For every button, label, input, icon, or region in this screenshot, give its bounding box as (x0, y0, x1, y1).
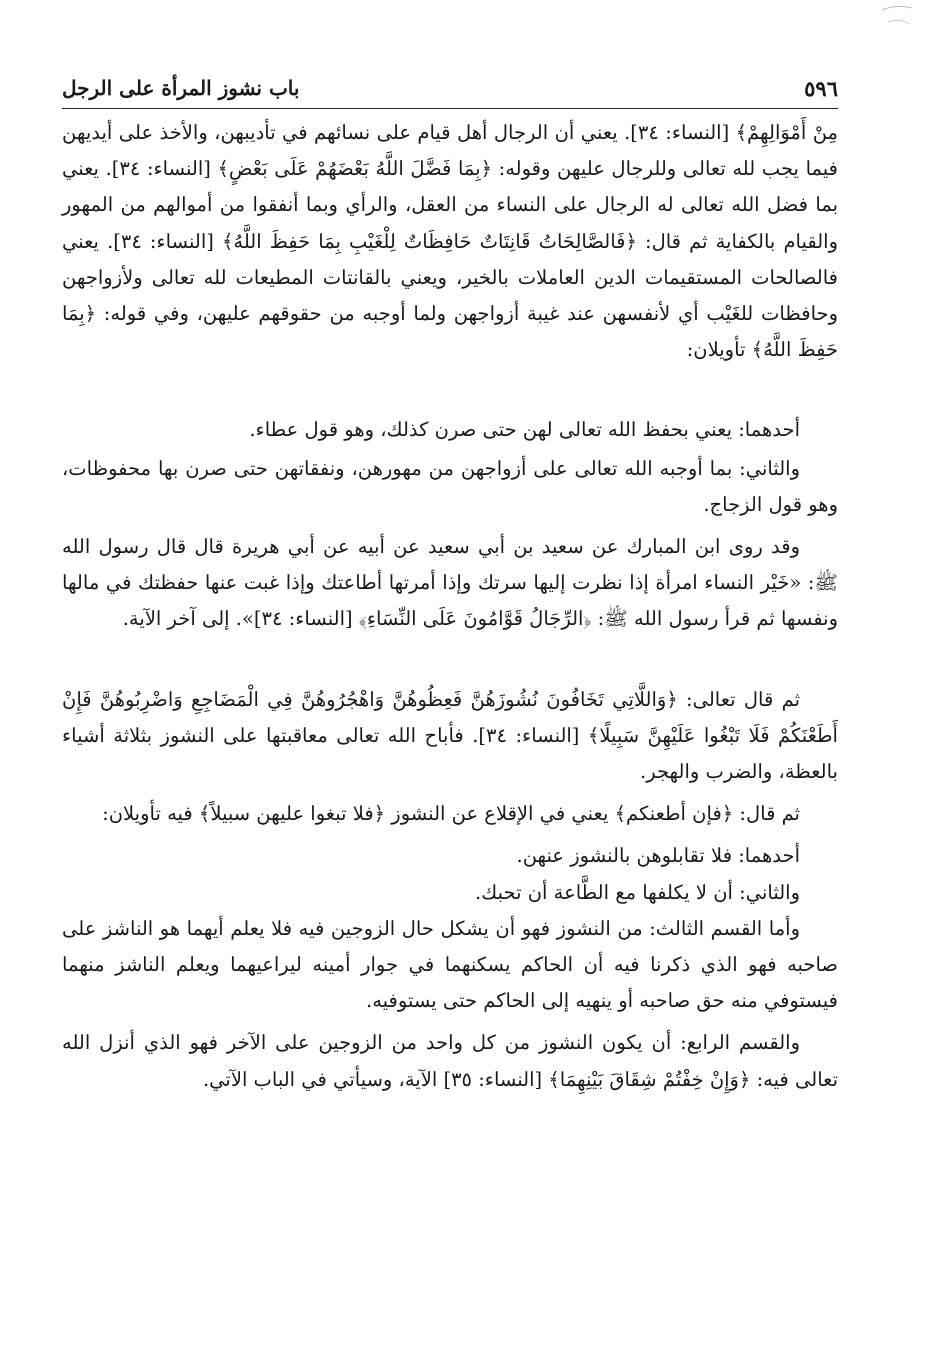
page-number: ٥٩٦ (804, 76, 838, 101)
book-page (62, 70, 838, 1098)
corner-scratch-mark (878, 0, 918, 40)
paragraph-second-interpretation: والثاني: بما أوجبه الله تعالى على أزواجهن من مهورهن، ونفقاتهن حتى صرن بها محفوظات، وهو قول الزجاج. (62, 456, 838, 516)
paragraph-first-interpretation: أحدهما: يعني بحفظ الله تعالى لهن حتى صرن كذلك، وهو قول عطاء. (249, 418, 800, 442)
paragraph-fourth-section: والقسم الرابع: أن يكون النشوز من كل واحد من الزوجين على الآخر فهو الذي أنزل الله تعالى فيه: ﴿وَإِنْ خِفْتُمْ شِقَاقَ بَيْنِهِمَا﴾ [النساء: ٣٥] الآية، وسيأتي في الباب الآتي. (62, 1031, 838, 1091)
paragraph-third-section: وأما القسم الثالث: من النشوز فهو أن يشكل حال الزوجين فيه فلا يعلم أيهما هو الناشز على صاحبه فهو الذي ذكرنا فيه أن الحاكم يسكنهما في جوار أمينه ليراعيهما ويعلم الناشز منهما فيستوفي منه حق صاحبه أو ينهيه إلى الحاكم حتى يستوفيه. (62, 916, 838, 1013)
paragraph-second-meaning: والثاني: أن لا يكلفها مع الطَّاعة أن تحبك. (474, 880, 800, 904)
paragraph-first-meaning: أحدهما: فلا تقابلوهن بالنشوز عنهن. (516, 844, 800, 868)
chapter-title: باب نشوز المرأة على الرجل (62, 76, 300, 100)
paragraph-tafsir-intro: مِنْ أَمْوَالِهِمْ﴾ [النساء: ٣٤]. يعني أن الرجال أهل قيام على نسائهم في تأديبهن، والأخذ على أيديهن فيما يجب لله تعالى وللرجال عليهن وقوله: ﴿بِمَا فَضَّلَ اللَّهُ بَعْضَهُمْ عَلَى بَعْضٍ﴾ [النساء: ٣٤]. يعني بما فضل الله تعالى له الرجال على النساء من العقل، والرأي وبما أنفقوا من أموالهم من المهور والقيام بالكفاية ثم قال: ﴿فَالصَّالِحَاتُ قَانِتَاتٌ حَافِظَاتٌ لِلْغَيْبِ بِمَا حَفِظَ اللَّهُ﴾ [النساء: ٣٤]. يعني فالصالحات المستقيمات الدين العاملات بالخير، ويعني بالقانتات المطيعات لله تعالى ولأزواجهن وحافظات للغَيْب أي لأنفسهن عند غيبة أزواجهن ولما أوجبه من حقوقهم عليهن، وفي قوله: ﴿بِمَا حَفِظَ اللَّهُ﴾ تأويلان: (62, 121, 838, 362)
paragraph-verse-nushuz: ثم قال تعالى: ﴿وَاللَّاتِي تَخَافُونَ نُشُوزَهُنَّ فَعِظُوهُنَّ وَاهْجُرُوهُنَّ فِي الْمَضَاجِعِ وَاضْرِبُوهُنَّ فَإِنْ أَطَعْنَكُمْ فَلَا تَبْغُوا عَلَيْهِنَّ سَبِيلًا﴾ [النساء: ٣٤]. فأباح الله تعالى معاقبتها على النشوز بثلاثة أشياء بالعظة، والضرب والهجر. (62, 687, 838, 784)
paragraph-hadith: وقد روى ابن المبارك عن سعيد بن أبي سعيد عن أبيه عن أبي هريرة قال قال رسول الله ﷺ: «خَيْر النساء امرأة إذا نظرت إليها سرتك وإذا أمرتها أطاعتك وإذا غبت عنها حفظتك في مالها ونفسها ثم قرأ رسول الله ﷺ: ﴿الرِّجَالُ قَوَّامُونَ عَلَى النِّسَاءِ﴾ [النساء: ٣٤]». إلى آخر الآية. (62, 535, 838, 631)
page-header (62, 70, 838, 109)
paragraph-if-they-obey: ثم قال: ﴿فإن أطعنكم﴾ يعني في الإقلاع عن النشوز ﴿فلا تبغوا عليهن سبيلاً﴾ فيه تأويلان: (102, 802, 800, 826)
